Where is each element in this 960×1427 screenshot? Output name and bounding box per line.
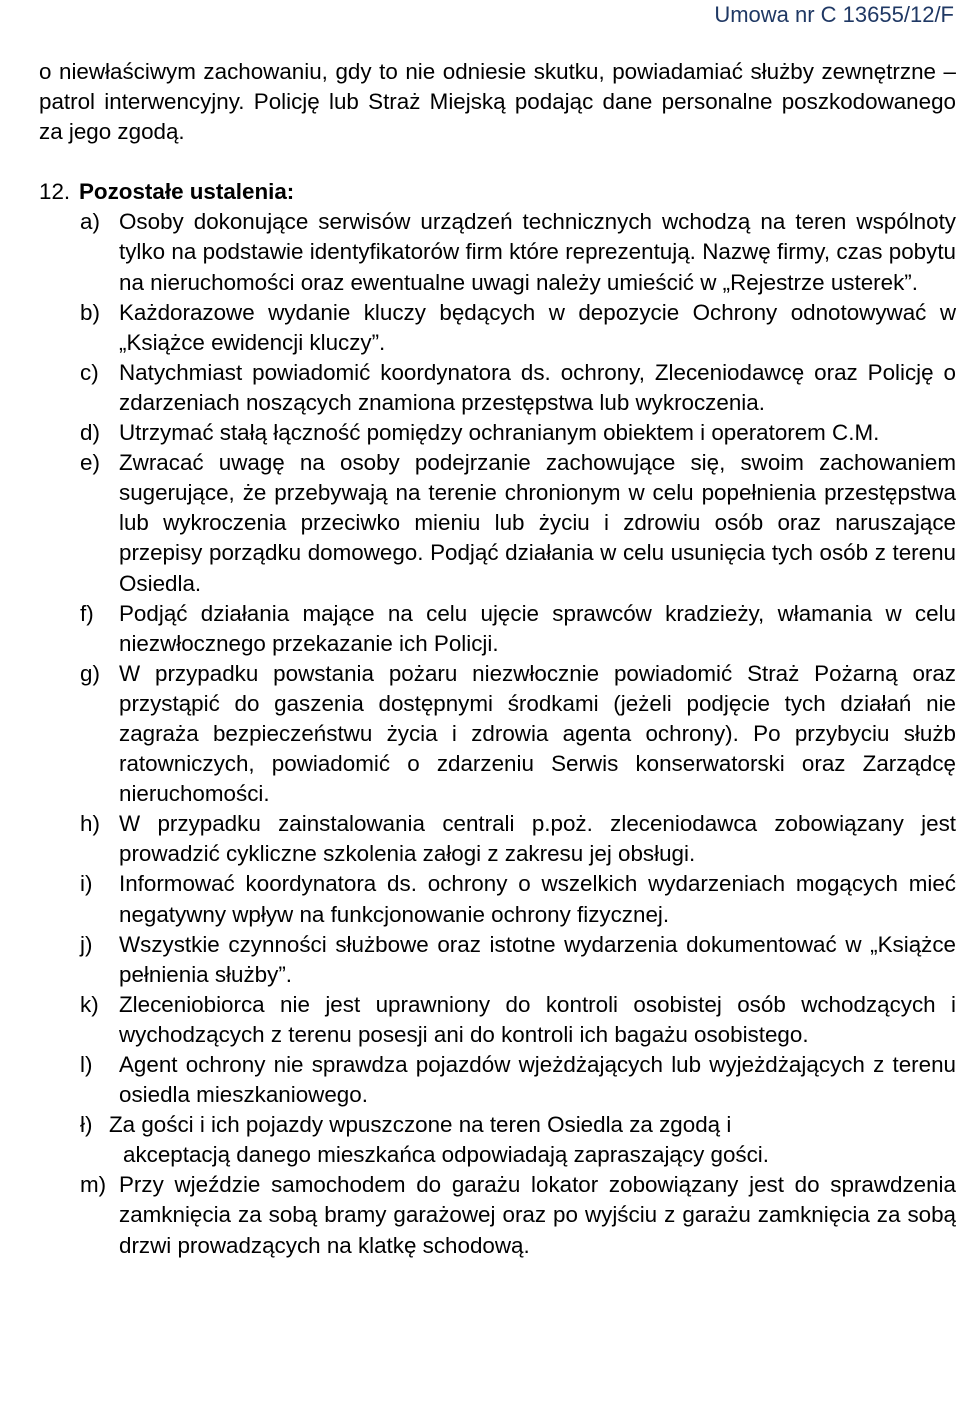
list-item-label: a) (80, 209, 100, 235)
list-item-l-stroke (39, 1110, 956, 1170)
intro-paragraph: o niewłaściwym zachowaniu, gdy to nie odniesie skutku, powiadamiać służby zewnętrzne – patrol interwencyjny. Policję lub Straż Miejską podając dane personalne poszkodowanego za jego zgodą. (39, 59, 956, 145)
list-item-f (39, 599, 956, 659)
list-item-line-2: akceptacją danego mieszkańca odpowiadają zapraszający gości. (123, 1142, 769, 1168)
list-item-label: c) (80, 359, 99, 385)
section-number: 12. (39, 179, 71, 205)
list-item-g (39, 659, 956, 809)
list-item-text: W przypadku powstania pożaru niezwłocznie powiadomić Straż Pożarną oraz przystąpić do gaszenia dostępnymi środkami (jeżeli podjęcie tych działań nie zagraża bezpieczeństwu życia i zdrowia agenta ochrony). Po przybyciu służb ratowniczych, powiadomić o zdarzeniu Serwis konserwatorski oraz Zarządcę nieruchomości. (119, 660, 956, 807)
list-item-label: b) (80, 299, 100, 325)
list-item-label: g) (80, 660, 100, 686)
list-item-label: l) (80, 1052, 93, 1077)
section-heading (39, 177, 956, 207)
list-item-a (39, 207, 956, 297)
list-item-text: Podjąć działania mające na celu ujęcie sprawców kradzieży, włamania w celu niezwłocznego przekazanie ich Policji. (119, 600, 956, 656)
list-item-m (39, 1170, 956, 1260)
list-item-j (39, 930, 956, 990)
list-item-text: Agent ochrony nie sprawdza pojazdów wjeżdżających lub wyjeżdżających z terenu osiedla mieszkaniowego. (119, 1052, 956, 1108)
list-item-label: ł) (80, 1112, 93, 1138)
list-item-i (39, 869, 956, 929)
list-item-l (39, 1050, 956, 1110)
list-item-label: e) (80, 450, 100, 476)
list-item-text: Utrzymać stałą łączność pomiędzy ochranianym obiektem i operatorem C.M. (119, 420, 880, 446)
list-item-d (39, 418, 956, 448)
list-item-text: Każdorazowe wydanie kluczy będących w depozycie Ochrony odnotowywać w „Książce ewidencji kluczy”. (119, 299, 956, 355)
list-item-e (39, 448, 956, 598)
list-item-h (39, 809, 956, 869)
section-title: Pozostałe ustalenia: (79, 179, 295, 205)
list-item-text: W przypadku zainstalowania centrali p.poż. zleceniodawca zobowiązany jest prowadzić cykliczne szkolenia załogi z zakresu jej obsługi. (119, 811, 956, 867)
list-item-text (109, 1110, 956, 1170)
document-reference: Umowa nr C 13655/12/F (714, 2, 954, 27)
section-12 (39, 177, 956, 1260)
list-item-line-1: Za gości i ich pojazdy wpuszczone na teren Osiedla za zgodą i (109, 1112, 732, 1138)
list-item-text: Wszystkie czynności służbowe oraz istotne wydarzenia dokumentować w „Książce pełnienia służby”. (119, 931, 956, 987)
list-item-text: Osoby dokonujące serwisów urządzeń technicznych wchodzą na teren wspólnoty tylko na podstawie identyfikatorów firm które reprezentują. Nazwę firmy, czas pobytu na nieruchomości oraz ewentualne uwagi należy umieścić w „Rejestrze usterek”. (119, 209, 956, 295)
list-item-text: Informować koordynatora ds. ochrony o wszelkich wydarzeniach mogących mieć negatywny wpływ na funkcjonowanie ochrony fizycznej. (119, 871, 956, 927)
list-item-text: Zwracać uwagę na osoby podejrzanie zachowujące się, swoim zachowaniem sugerujące, że przebywają na terenie chronionym w celu popełnienia przestępstwa lub wykroczenia przeciwko mieniu lub życiu i zdrowiu osób oraz naruszające przepisy porządku domowego. Podjąć działania w celu usunięcia tych osób z terenu Osiedla. (119, 450, 956, 596)
list-item-text: Natychmiast powiadomić koordynatora ds. ochrony, Zleceniodawcę oraz Policję o zdarzeniach noszących znamiona przestępstwa lub wykroczenia. (119, 359, 956, 415)
list-item-text: Zleceniobiorca nie jest uprawniony do kontroli osobistej osób wchodzących i wychodzących z terenu posesji ani do kontroli ich bagażu osobistego. (119, 991, 956, 1047)
list-item-label: h) (80, 811, 100, 837)
list-item-c (39, 358, 956, 418)
list-item-label: f) (80, 600, 94, 626)
list-item-label: k) (80, 991, 99, 1017)
list-item-label: j) (80, 931, 93, 957)
list-item-label: d) (80, 420, 100, 446)
document-body (39, 57, 956, 1261)
list-item-label: m) (80, 1172, 107, 1198)
list-item-b (39, 298, 956, 358)
list-item-label: i) (80, 871, 93, 897)
list-item-k (39, 990, 956, 1050)
list-item-text: Przy wjeździe samochodem do garażu lokator zobowiązany jest do sprawdzenia zamknięcia za sobą bramy garażowej oraz po wyjściu z garażu zamknięcia za sobą drzwi prowadzących na klatkę schodową. (119, 1172, 956, 1258)
